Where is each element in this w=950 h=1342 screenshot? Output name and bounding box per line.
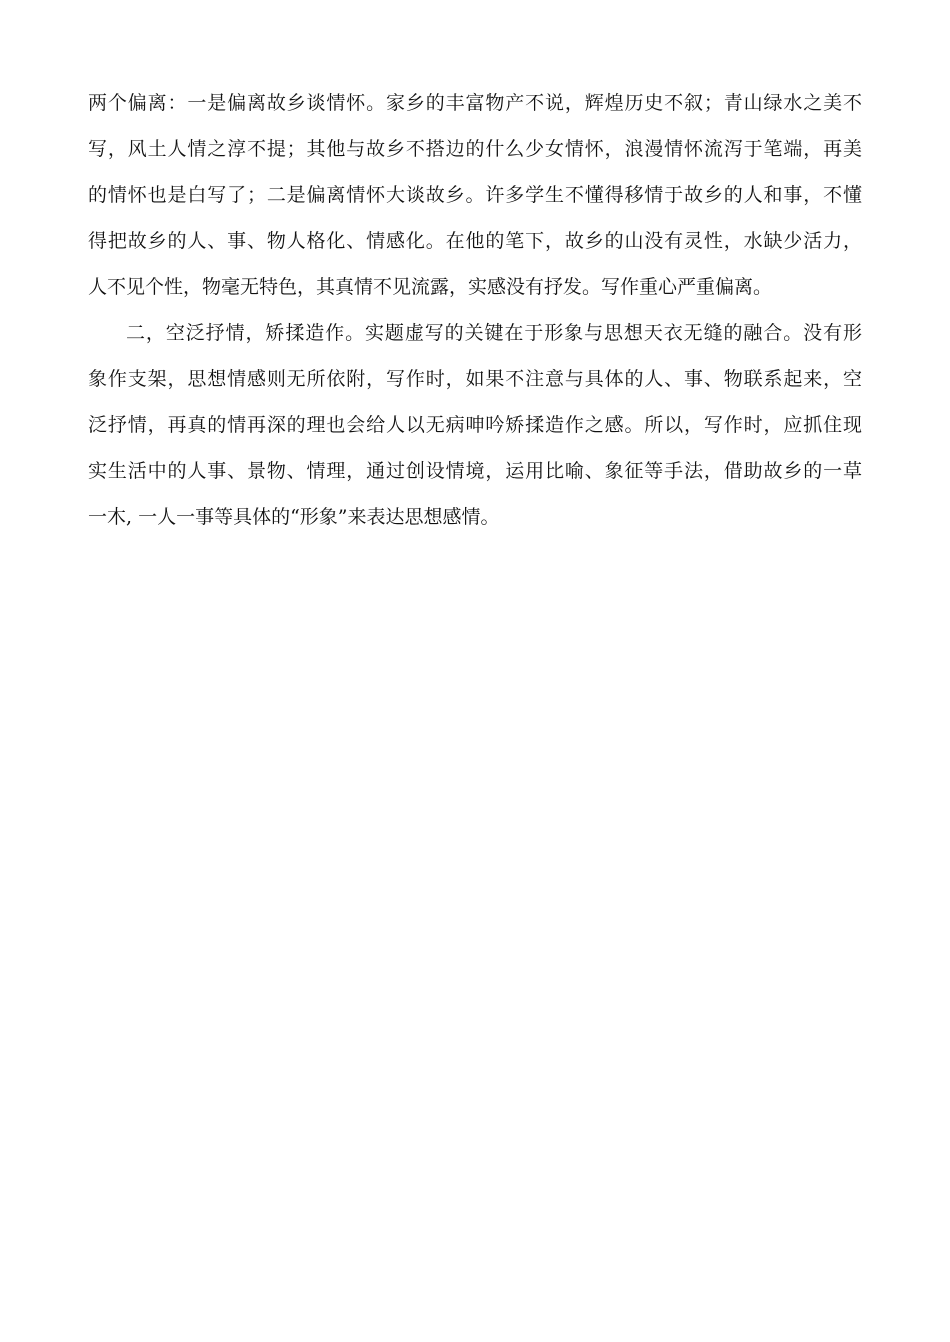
text-line: 一木, 一人一事等具体的“形象”来表达思想感情。: [88, 506, 500, 528]
text-line: 人不见个性，物毫无特色，其真情不见流露，实感没有抒发。写作重心严重偏离。: [88, 276, 773, 298]
text-line: 泛抒情，再真的情再深的理也会给人以无病呻吟矫揉造作之感。所以，写作时，应抓住现: [88, 414, 862, 436]
text-line: 象作支架，思想情感则无所依附，写作时，如果不注意与具体的人、事、物联系起来，空: [88, 368, 862, 390]
text-line: 写，风土人情之淳不提；其他与故乡不搭边的什么少女情怀，浪漫情怀流泻于笔端，再美: [88, 138, 862, 160]
body-text: [88, 80, 862, 540]
text-line: 得把故乡的人、事、物人格化、情感化。在他的笔下，故乡的山没有灵性，水缺少活力，: [88, 230, 862, 252]
text-line: 实生活中的人事、景物、情理，通过创设情境，运用比喻、象征等手法，借助故乡的一草: [88, 460, 862, 482]
text-line: 两个偏离：一是偏离故乡谈情怀。家乡的丰富物产不说，辉煌历史不叙；青山绿水之美不: [88, 92, 862, 114]
paragraph-1: [88, 80, 862, 310]
paragraph-2: [88, 310, 862, 540]
text-line: 二，空泛抒情，矫揉造作。实题虚写的关键在于形象与思想天衣无缝的融合。没有形: [126, 322, 862, 344]
text-line: 的情怀也是白写了；二是偏离情怀大谈故乡。许多学生不懂得移情于故乡的人和事，不懂: [88, 184, 862, 206]
